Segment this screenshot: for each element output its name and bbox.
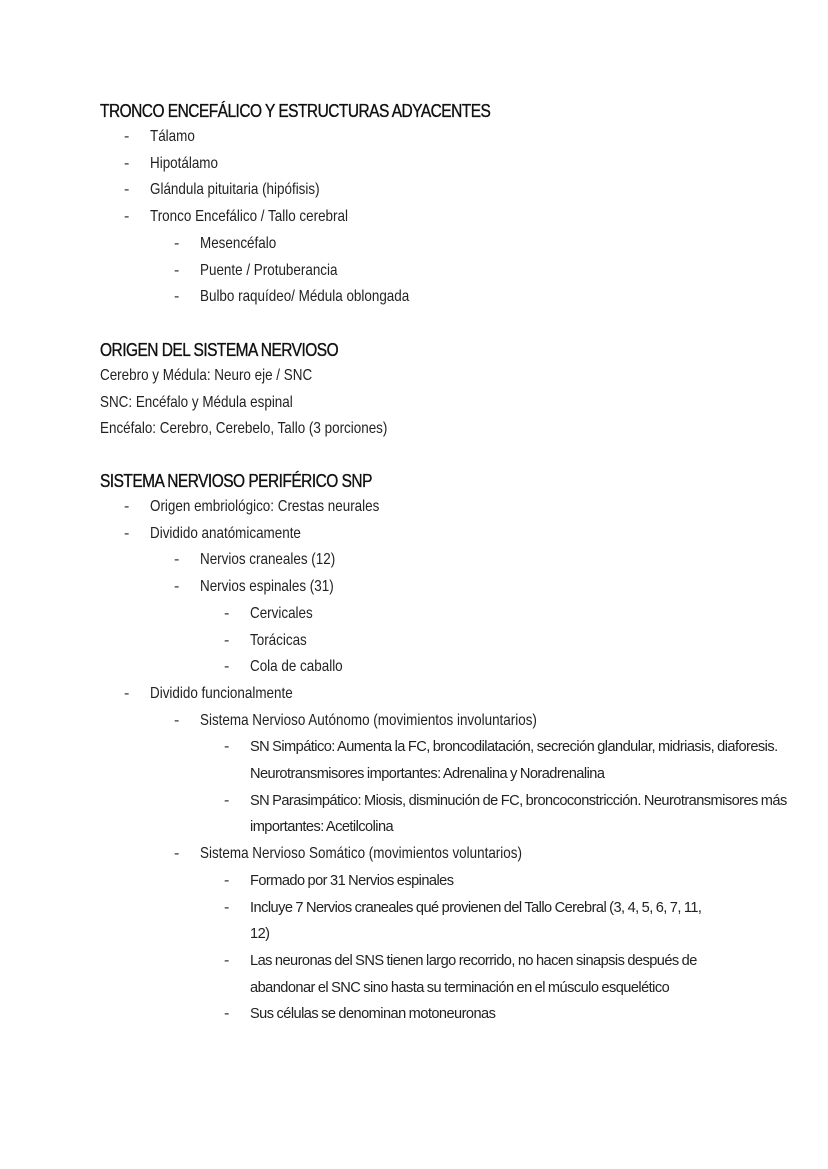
section-sistema-nervioso-periferico: [100, 468, 787, 1028]
dash-bullet-icon: -: [224, 604, 230, 622]
dash-bullet-icon: -: [124, 684, 130, 702]
list-item: - Mesencéfalo: [100, 231, 740, 258]
list-item: - Nervios espinales (31) - Cervicales - Torácicas - Cola de caballo: [100, 574, 740, 681]
sub-bullet-list: [100, 547, 740, 681]
list-item: - SN Parasimpático: Miosis, disminución de FC, broncoconstricción. Neurotransmisores más importantes: Acetilcolina: [100, 788, 740, 841]
list-item: - Tálamo: [100, 124, 740, 151]
dash-bullet-icon: -: [224, 631, 230, 649]
sub-sub-bullet-list: [100, 734, 787, 841]
dash-bullet-icon: -: [174, 261, 180, 279]
bullet-list: [100, 124, 740, 311]
section-heading: ORIGEN DEL SISTEMA NERVIOSO: [100, 339, 339, 360]
list-item: - Sistema Nervioso Autónomo (movimientos involuntarios) - SN Simpático: Aumenta la FC, broncodilatación, secreción glandular, midriasis, diaforesis. Neurotransmisores importantes: Adrenalina y Noradrenalina - SN Parasimpático: Miosis, disminución de FC, broncoconstricción. Neurotransmisores más importantes: Acetilcolina: [100, 708, 740, 842]
list-item: - Bulbo raquídeo/ Médula oblongada: [100, 284, 740, 311]
sub-bullet-list: [100, 708, 787, 1028]
list-item: - Dividido funcionalmente - Sistema Nervioso Autónomo (movimientos involuntarios) - SN Simpático: Aumenta la FC, broncodilatación, secreción glandular, midriasis, diaforesis. Neurotransmisores importantes: Adrenalina y Noradrenalina - SN Parasimpático: Miosis, disminución de FC, broncoconstricción. Neurotransmisores más importantes: Acetilcolina - Sistema Nervioso Somático (movimientos voluntarios) - Formado por 31 Nervios espinales - Incluye 7 Nervios craneales qué provienen del Tallo Cerebral (3, 4, 5, 6, 7, 11, 12) - Las neuronas del SNS tienen largo recorrido, no hacen sinapsis después de abandonar el SNC sino hasta su terminación en el músculo esquelético - Sus células se denominan motoneuronas: [100, 681, 740, 1028]
dash-bullet-icon: -: [224, 898, 230, 916]
section-tronco-encefalico: [100, 98, 740, 311]
list-item: - Glándula pituitaria (hipófisis): [100, 177, 740, 204]
dash-bullet-icon: -: [224, 738, 230, 756]
list-item: - Sistema Nervioso Somático (movimientos voluntarios) - Formado por 31 Nervios espinales - Incluye 7 Nervios craneales qué provienen del Tallo Cerebral (3, 4, 5, 6, 7, 11, 12) - Las neuronas del SNS tienen largo recorrido, no hacen sinapsis después de abandonar el SNC sino hasta su terminación en el músculo esquelético - Sus células se denominan motoneuronas: [100, 841, 740, 1028]
dash-bullet-icon: -: [174, 711, 180, 729]
dash-bullet-icon: -: [174, 288, 180, 306]
sub-sub-bullet-list: [100, 868, 740, 1028]
dash-bullet-icon: -: [124, 154, 130, 172]
dash-bullet-icon: -: [124, 524, 130, 542]
list-item: - Incluye 7 Nervios craneales qué provienen del Tallo Cerebral (3, 4, 5, 6, 7, 11, 12): [100, 895, 740, 948]
dash-bullet-icon: -: [174, 551, 180, 569]
dash-bullet-icon: -: [174, 234, 180, 252]
list-item: - Dividido anatómicamente - Nervios craneales (12) - Nervios espinales (31) - Cervicales - Torácicas - Cola de caballo: [100, 521, 740, 681]
paragraph-line: SNC: Encéfalo y Médula espinal: [100, 393, 293, 411]
sub-bullet-list: [100, 231, 740, 311]
dash-bullet-icon: -: [224, 1005, 230, 1023]
section-heading: SISTEMA NERVIOSO PERIFÉRICO SNP: [100, 470, 372, 491]
dash-bullet-icon: -: [174, 845, 180, 863]
list-item: - Nervios craneales (12): [100, 547, 740, 574]
dash-bullet-icon: -: [224, 951, 230, 969]
list-item: - SN Simpático: Aumenta la FC, broncodilatación, secreción glandular, midriasis, diaforesis. Neurotransmisores importantes: Adrenalina y Noradrenalina: [100, 734, 740, 787]
dash-bullet-icon: -: [124, 208, 130, 226]
dash-bullet-icon: -: [124, 181, 130, 199]
dash-bullet-icon: -: [124, 497, 130, 515]
list-item: - Cola de caballo: [100, 654, 740, 681]
list-item: - Formado por 31 Nervios espinales: [100, 868, 740, 895]
dash-bullet-icon: -: [224, 871, 230, 889]
bullet-list: [100, 494, 787, 1028]
list-item: - Origen embriológico: Crestas neurales: [100, 494, 740, 521]
section-origen-sistema-nervioso: [100, 337, 740, 443]
dash-bullet-icon: -: [224, 658, 230, 676]
paragraph-line: Cerebro y Médula: Neuro eje / SNC: [100, 366, 313, 384]
dash-bullet-icon: -: [174, 578, 180, 596]
list-item: - Las neuronas del SNS tienen largo recorrido, no hacen sinapsis después de abandonar el SNC sino hasta su terminación en el músculo esquelético: [100, 948, 740, 1001]
list-item: - Tronco Encefálico / Tallo cerebral - Mesencéfalo - Puente / Protuberancia - Bulbo raquídeo/ Médula oblongada: [100, 204, 740, 311]
paragraph-line: Encéfalo: Cerebro, Cerebelo, Tallo (3 porciones): [100, 420, 388, 438]
list-item: - Cervicales: [100, 601, 740, 628]
list-item: - Sus células se denominan motoneuronas: [100, 1001, 740, 1028]
dash-bullet-icon: -: [124, 128, 130, 145]
list-item: - Puente / Protuberancia: [100, 258, 740, 285]
document-page: [100, 98, 787, 1028]
list-item: - Torácicas: [100, 628, 740, 655]
dash-bullet-icon: -: [224, 791, 230, 809]
section-heading: TRONCO ENCEFÁLICO Y ESTRUCTURAS ADYACENTES: [100, 101, 491, 121]
sub-sub-bullet-list: [100, 601, 740, 681]
list-item: - Hipotálamo: [100, 151, 740, 178]
